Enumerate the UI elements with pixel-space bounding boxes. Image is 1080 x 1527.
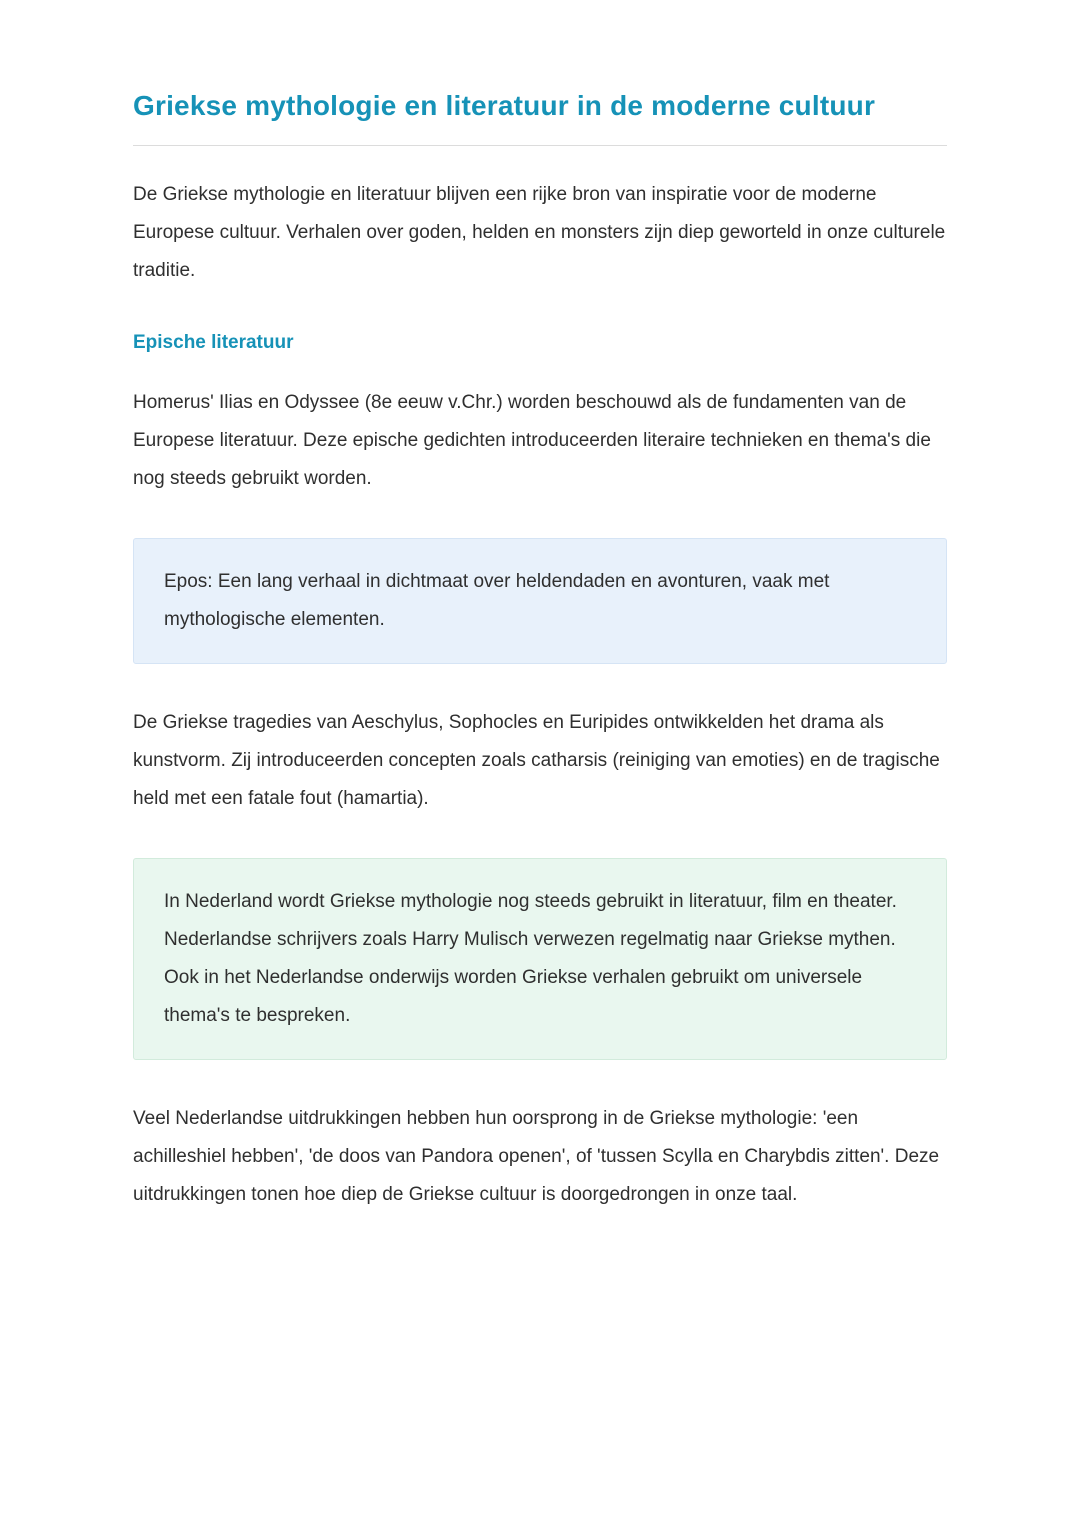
netherlands-callout-text: In Nederland wordt Griekse mythologie nog steeds gebruikt in literatuur, film en theater. Nederlandse schrijvers zoals Harry Mulisch verwezen regelmatig naar Griekse mythen. Ook in het Nederlandse onderwijs worden Griekse verhalen gebruikt om universele thema's te bespreken. (164, 891, 897, 1026)
paragraph-homerus: Homerus' Ilias en Odyssee (8e eeuw v.Chr.) worden beschouwd als de fundamenten van de Europese literatuur. Deze epische gedichten introduceerden literaire technieken en thema's die nog steeds gebruikt worden. (133, 392, 931, 489)
netherlands-callout (133, 858, 947, 1060)
definition-callout-epos (133, 538, 947, 664)
paragraph-tragedies: De Griekse tragedies van Aeschylus, Sophocles en Euripides ontwikkelden het drama als kunstvorm. Zij introduceerden concepten zoals catharsis (reiniging van emoties) en de tragische held met een fatale fout (hamartia). (133, 712, 940, 809)
definition-callout-text: Epos: Een lang verhaal in dichtmaat over heldendaden en avonturen, vaak met mythologische elementen. (164, 571, 830, 630)
section-heading-epische-literatuur: Epische literatuur (133, 332, 294, 353)
title-divider (133, 145, 947, 146)
paragraph-expressions: Veel Nederlandse uitdrukkingen hebben hun oorsprong in de Griekse mythologie: 'een achilleshiel hebben', 'de doos van Pandora openen', of 'tussen Scylla en Charybdis zitten'. Deze uitdrukkingen tonen hoe diep de Griekse cultuur is doorgedrongen in onze taal. (133, 1108, 940, 1205)
page-title: Griekse mythologie en literatuur in de moderne cultuur (133, 90, 876, 121)
intro-paragraph: De Griekse mythologie en literatuur blijven een rijke bron van inspiratie voor de moderne Europese cultuur. Verhalen over goden, helden en monsters zijn diep geworteld in onze culturele traditie. (133, 184, 946, 281)
